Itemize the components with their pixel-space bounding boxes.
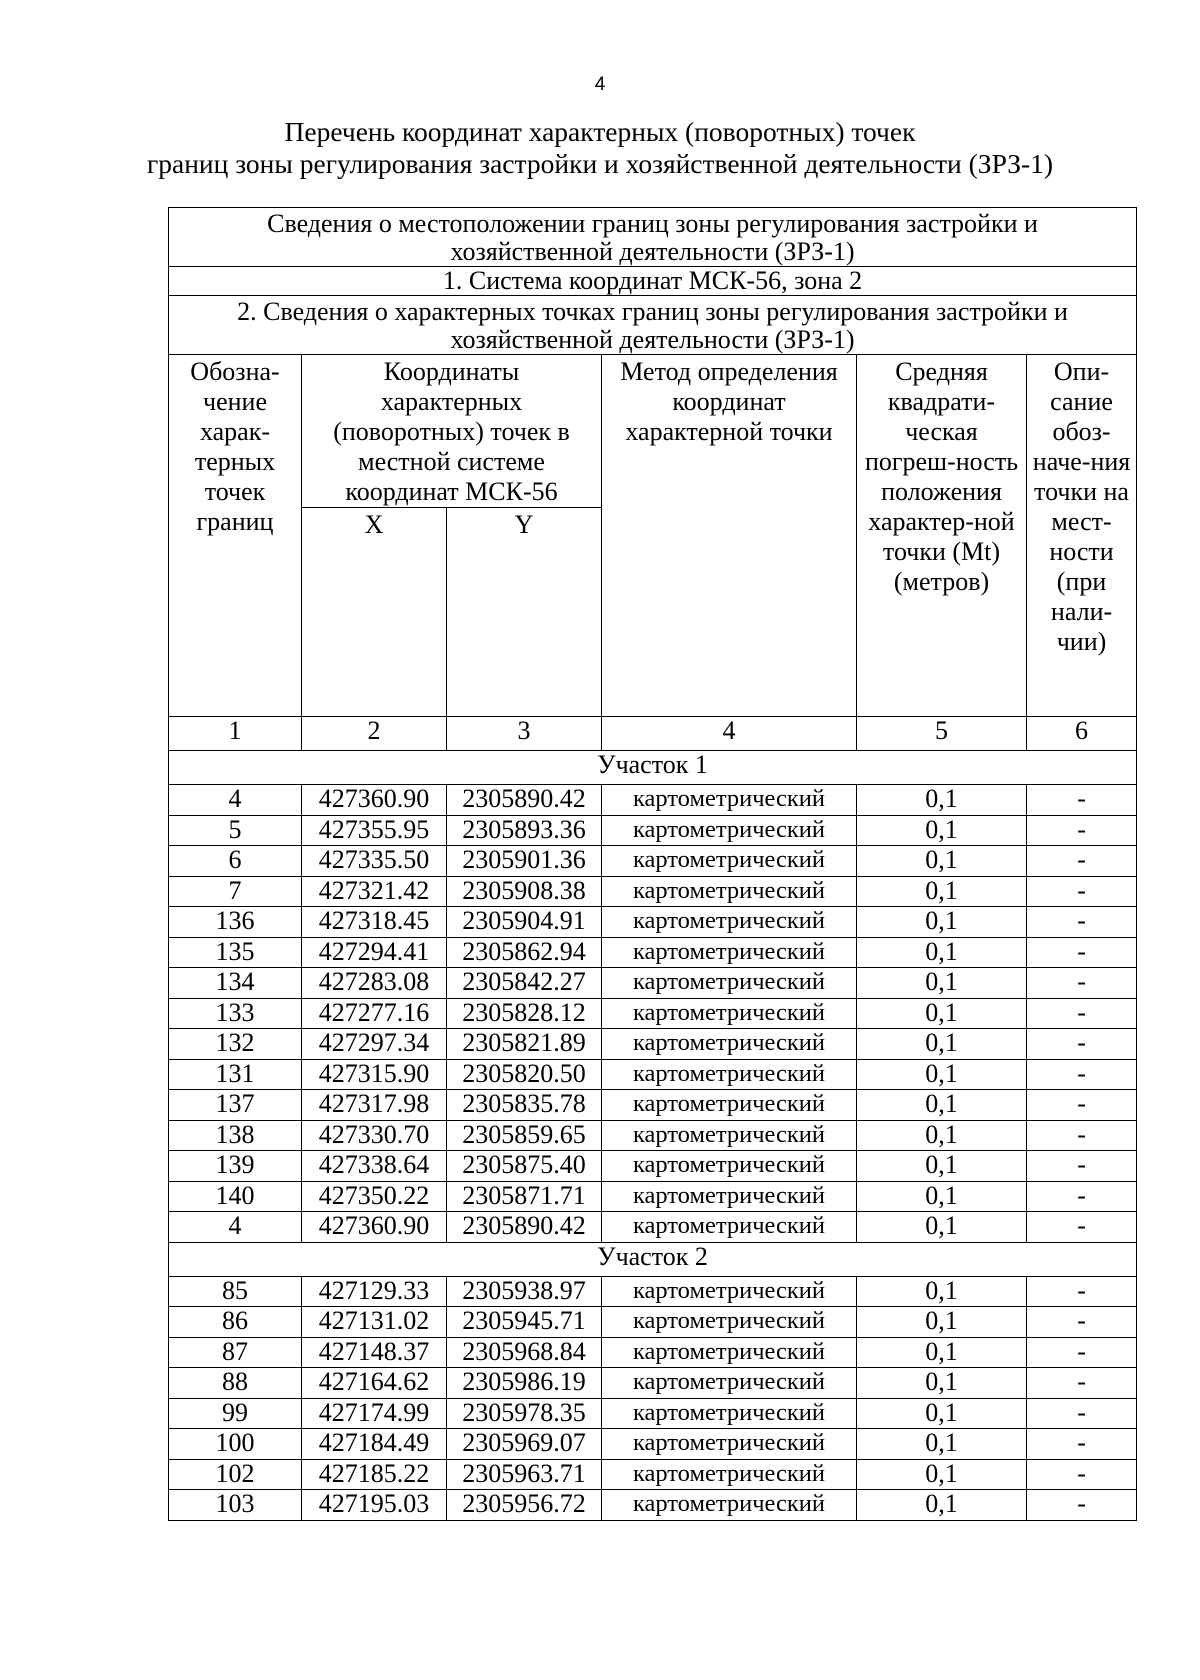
point-number-cell: 5	[169, 815, 302, 846]
point-number-cell: 134	[169, 968, 302, 999]
y-coordinate-cell: 2305945.71	[447, 1307, 602, 1338]
description-cell: -	[1027, 1151, 1137, 1182]
description-cell: -	[1027, 1368, 1137, 1399]
point-number-cell: 4	[169, 1212, 302, 1243]
x-coordinate-cell: 427164.62	[302, 1368, 447, 1399]
table-row	[169, 785, 1137, 816]
y-coordinate-cell: 2305956.72	[447, 1490, 602, 1521]
section-title: Участок 2	[169, 1242, 1137, 1276]
point-number-cell: 6	[169, 846, 302, 877]
y-coordinate-cell: 2305901.36	[447, 846, 602, 877]
error-value-cell: 0,1	[857, 1490, 1027, 1521]
y-coordinate-cell: 2305969.07	[447, 1429, 602, 1460]
y-coordinate-cell: 2305893.36	[447, 815, 602, 846]
description-cell: -	[1027, 1490, 1137, 1521]
y-coordinate-cell: 2305821.89	[447, 1029, 602, 1060]
x-coordinate-cell: 427148.37	[302, 1337, 447, 1368]
description-cell: -	[1027, 1120, 1137, 1151]
points-info-header: 2. Сведения о характерных точках границ зоны регулирования застройки и хозяйственной деятельности (ЗРЗ-1)	[169, 296, 1137, 355]
x-coordinate-cell: 427277.16	[302, 998, 447, 1029]
error-value-cell: 0,1	[857, 1368, 1027, 1399]
point-number-cell: 4	[169, 785, 302, 816]
y-coordinate-cell: 2305875.40	[447, 1151, 602, 1182]
x-coordinate-cell: 427315.90	[302, 1059, 447, 1090]
column-header-designation: Обозна-чение харак-терных точек границ	[169, 355, 302, 717]
x-coordinate-cell: 427294.41	[302, 937, 447, 968]
y-coordinate-cell: 2305859.65	[447, 1120, 602, 1151]
table-row	[169, 815, 1137, 846]
point-number-cell: 132	[169, 1029, 302, 1060]
table-row	[169, 968, 1137, 999]
x-coordinate-cell: 427338.64	[302, 1151, 447, 1182]
point-number-cell: 137	[169, 1090, 302, 1121]
error-value-cell: 0,1	[857, 1181, 1027, 1212]
method-cell: картометрический	[602, 1276, 857, 1307]
y-coordinate-cell: 2305820.50	[447, 1059, 602, 1090]
description-cell: -	[1027, 998, 1137, 1029]
table-row	[169, 1090, 1137, 1121]
y-coordinate-cell: 2305968.84	[447, 1337, 602, 1368]
point-number-cell: 140	[169, 1181, 302, 1212]
table-row	[169, 1276, 1137, 1307]
error-value-cell: 0,1	[857, 815, 1027, 846]
x-coordinate-cell: 427330.70	[302, 1120, 447, 1151]
column-header-x: X	[302, 508, 447, 717]
method-cell: картометрический	[602, 1490, 857, 1521]
coordinates-table	[168, 207, 1137, 1521]
point-number-cell: 85	[169, 1276, 302, 1307]
method-cell: картометрический	[602, 1459, 857, 1490]
y-coordinate-cell: 2305828.12	[447, 998, 602, 1029]
y-coordinate-cell: 2305904.91	[447, 907, 602, 938]
description-cell: -	[1027, 1429, 1137, 1460]
x-coordinate-cell: 427355.95	[302, 815, 447, 846]
table-row	[169, 1029, 1137, 1060]
error-value-cell: 0,1	[857, 937, 1027, 968]
point-number-cell: 135	[169, 937, 302, 968]
y-coordinate-cell: 2305890.42	[447, 1212, 602, 1243]
description-cell: -	[1027, 876, 1137, 907]
section-title: Участок 1	[169, 751, 1137, 785]
table-row	[169, 1120, 1137, 1151]
point-number-cell: 86	[169, 1307, 302, 1338]
zone-info-header: Сведения о местоположении границ зоны регулирования застройки и хозяйственной деятельности (ЗРЗ-1)	[169, 208, 1137, 267]
x-coordinate-cell: 427195.03	[302, 1490, 447, 1521]
method-cell: картометрический	[602, 1151, 857, 1182]
x-coordinate-cell: 427350.22	[302, 1181, 447, 1212]
y-coordinate-cell: 2305908.38	[447, 876, 602, 907]
point-number-cell: 88	[169, 1368, 302, 1399]
error-value-cell: 0,1	[857, 1151, 1027, 1182]
point-number-cell: 99	[169, 1398, 302, 1429]
error-value-cell: 0,1	[857, 876, 1027, 907]
description-cell: -	[1027, 968, 1137, 999]
description-cell: -	[1027, 846, 1137, 877]
table-row	[169, 907, 1137, 938]
table-row	[169, 998, 1137, 1029]
method-cell: картометрический	[602, 1212, 857, 1243]
method-cell: картометрический	[602, 846, 857, 877]
point-number-cell: 131	[169, 1059, 302, 1090]
y-coordinate-cell: 2305890.42	[447, 785, 602, 816]
description-cell: -	[1027, 1181, 1137, 1212]
method-cell: картометрический	[602, 937, 857, 968]
x-coordinate-cell: 427297.34	[302, 1029, 447, 1060]
description-cell: -	[1027, 1276, 1137, 1307]
y-coordinate-cell: 2305862.94	[447, 937, 602, 968]
table-row	[169, 1212, 1137, 1243]
section-row	[169, 1242, 1137, 1276]
y-coordinate-cell: 2305871.71	[447, 1181, 602, 1212]
table-row	[169, 1368, 1137, 1399]
x-coordinate-cell: 427185.22	[302, 1459, 447, 1490]
description-cell: -	[1027, 1029, 1137, 1060]
document-title-line-1: Перечень координат характерных (поворотных) точек	[284, 116, 916, 147]
method-cell: картометрический	[602, 1029, 857, 1060]
error-value-cell: 0,1	[857, 1276, 1027, 1307]
x-coordinate-cell: 427174.99	[302, 1398, 447, 1429]
column-number: 6	[1027, 717, 1137, 751]
error-value-cell: 0,1	[857, 1120, 1027, 1151]
x-coordinate-cell: 427335.50	[302, 846, 447, 877]
y-coordinate-cell: 2305938.97	[447, 1276, 602, 1307]
table-row	[169, 1429, 1137, 1460]
table-row	[169, 1337, 1137, 1368]
error-value-cell: 0,1	[857, 1029, 1027, 1060]
description-cell: -	[1027, 907, 1137, 938]
x-coordinate-cell: 427318.45	[302, 907, 447, 938]
x-coordinate-cell: 427321.42	[302, 876, 447, 907]
error-value-cell: 0,1	[857, 1059, 1027, 1090]
x-coordinate-cell: 427360.90	[302, 785, 447, 816]
method-cell: картометрический	[602, 968, 857, 999]
description-cell: -	[1027, 1459, 1137, 1490]
table-row	[169, 937, 1137, 968]
y-coordinate-cell: 2305986.19	[447, 1368, 602, 1399]
section-row	[169, 751, 1137, 785]
error-value-cell: 0,1	[857, 998, 1027, 1029]
method-cell: картометрический	[602, 907, 857, 938]
point-number-cell: 133	[169, 998, 302, 1029]
error-value-cell: 0,1	[857, 907, 1027, 938]
table-row	[169, 1151, 1137, 1182]
y-coordinate-cell: 2305963.71	[447, 1459, 602, 1490]
table-row	[169, 1181, 1137, 1212]
error-value-cell: 0,1	[857, 968, 1027, 999]
page-bottom-spacer	[0, 1550, 1200, 1551]
table-row	[169, 1059, 1137, 1090]
coordinate-system: 1. Система координат МСК-56, зона 2	[169, 267, 1137, 296]
error-value-cell: 0,1	[857, 1429, 1027, 1460]
method-cell: картометрический	[602, 1307, 857, 1338]
error-value-cell: 0,1	[857, 785, 1027, 816]
document-title-line-2: границ зоны регулирования застройки и хозяйственной деятельности (ЗРЗ-1)	[146, 148, 1054, 179]
description-cell: -	[1027, 1398, 1137, 1429]
table-row	[169, 846, 1137, 877]
description-cell: -	[1027, 785, 1137, 816]
error-value-cell: 0,1	[857, 1307, 1027, 1338]
point-number-cell: 138	[169, 1120, 302, 1151]
error-value-cell: 0,1	[857, 1398, 1027, 1429]
description-cell: -	[1027, 1337, 1137, 1368]
method-cell: картометрический	[602, 1181, 857, 1212]
point-number-cell: 136	[169, 907, 302, 938]
method-cell: картометрический	[602, 1337, 857, 1368]
column-number: 4	[602, 717, 857, 751]
y-coordinate-cell: 2305835.78	[447, 1090, 602, 1121]
table-row	[169, 1490, 1137, 1521]
column-number: 3	[447, 717, 602, 751]
table-row	[169, 876, 1137, 907]
point-number-cell: 7	[169, 876, 302, 907]
method-cell: картометрический	[602, 815, 857, 846]
column-number: 5	[857, 717, 1027, 751]
point-number-cell: 87	[169, 1337, 302, 1368]
error-value-cell: 0,1	[857, 1459, 1027, 1490]
method-cell: картометрический	[602, 1429, 857, 1460]
method-cell: картометрический	[602, 1368, 857, 1399]
column-header-method: Метод определения координат характерной точки	[602, 355, 857, 717]
method-cell: картометрический	[602, 998, 857, 1029]
table-row	[169, 1398, 1137, 1429]
method-cell: картометрический	[602, 1090, 857, 1121]
method-cell: картометрический	[602, 785, 857, 816]
column-header-error: Средняя квадрати-ческая погреш-ность положения характер-ной точки (Mt) (метров)	[857, 355, 1027, 717]
point-number-cell: 102	[169, 1459, 302, 1490]
x-coordinate-cell: 427360.90	[302, 1212, 447, 1243]
column-header-description: Опи-сание обоз-наче-ния точки на мест-ности (при нали-чии)	[1027, 355, 1137, 717]
description-cell: -	[1027, 815, 1137, 846]
x-coordinate-cell: 427129.33	[302, 1276, 447, 1307]
error-value-cell: 0,1	[857, 1337, 1027, 1368]
point-number-cell: 139	[169, 1151, 302, 1182]
page-number: 4	[594, 74, 606, 95]
x-coordinate-cell: 427283.08	[302, 968, 447, 999]
table-row	[169, 1459, 1137, 1490]
table-row	[169, 1307, 1137, 1338]
y-coordinate-cell: 2305842.27	[447, 968, 602, 999]
x-coordinate-cell: 427184.49	[302, 1429, 447, 1460]
error-value-cell: 0,1	[857, 1212, 1027, 1243]
column-number: 1	[169, 717, 302, 751]
document-title	[0, 116, 1200, 180]
column-header-y: Y	[447, 508, 602, 717]
error-value-cell: 0,1	[857, 846, 1027, 877]
description-cell: -	[1027, 937, 1137, 968]
description-cell: -	[1027, 1212, 1137, 1243]
description-cell: -	[1027, 1307, 1137, 1338]
point-number-cell: 100	[169, 1429, 302, 1460]
method-cell: картометрический	[602, 876, 857, 907]
column-number: 2	[302, 717, 447, 751]
method-cell: картометрический	[602, 1059, 857, 1090]
method-cell: картометрический	[602, 1120, 857, 1151]
column-header-coordinates: Координаты характерных (поворотных) точек в местной системе координат МСК-56	[302, 355, 602, 508]
description-cell: -	[1027, 1059, 1137, 1090]
point-number-cell: 103	[169, 1490, 302, 1521]
x-coordinate-cell: 427131.02	[302, 1307, 447, 1338]
y-coordinate-cell: 2305978.35	[447, 1398, 602, 1429]
x-coordinate-cell: 427317.98	[302, 1090, 447, 1121]
description-cell: -	[1027, 1090, 1137, 1121]
method-cell: картометрический	[602, 1398, 857, 1429]
error-value-cell: 0,1	[857, 1090, 1027, 1121]
